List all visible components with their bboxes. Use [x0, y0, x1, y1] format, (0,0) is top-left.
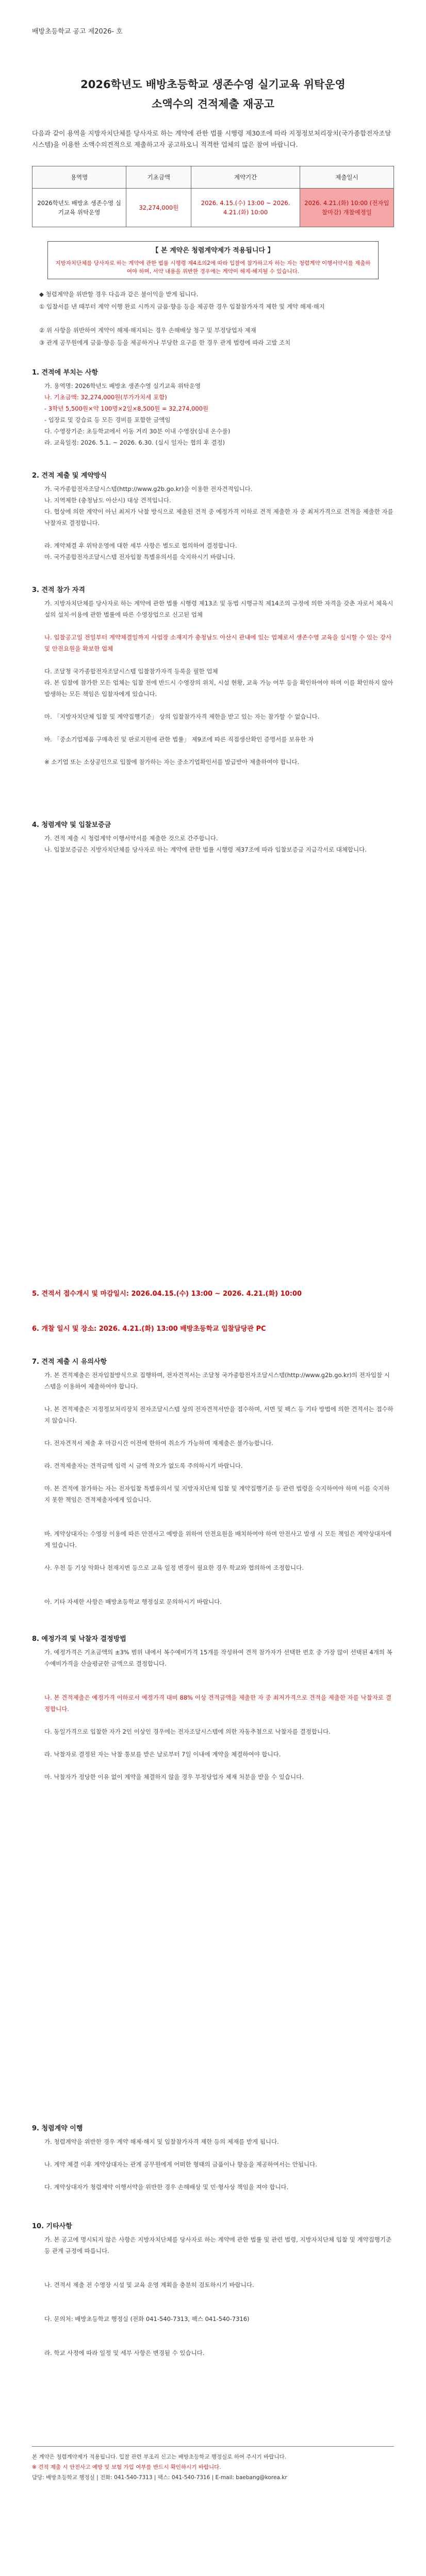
summary-header-period: 계약기간 [191, 166, 300, 189]
summary-name: 2026학년도 배방초 생존수영 실기교육 위탁운영 [32, 189, 126, 227]
section-item: 마. 낙찰자가 정당한 이유 없이 계약을 체결하지 않을 경우 부정당업자 제재 처분을 받을 수 있습니다. [44, 1773, 304, 1781]
document-number: 배방초등학교 공고 제2026- 호 [32, 28, 123, 36]
section-item: 사. 우천 등 기상 악화나 천재지변 등으로 교육 일정 변경이 필요한 경우 학교와 협의하여 조정합니다. [44, 1564, 304, 1571]
summary-period: 2026. 4.15.(수) 13:00 ~ 2026. 4.21.(화) 10:00 [191, 189, 300, 227]
section-item: 마. 「지방자치단체 입찰 및 계약집행기준」 상의 입찰참가자격 제한을 받고 있는 자는 참가할 수 없습니다. [44, 713, 320, 720]
summary-header-row [32, 166, 394, 189]
section-item: ※ 소기업 또는 소상공인으로 입찰에 참가하는 자는 중소기업확인서를 발급받아 제출하여야 합니다. [44, 758, 300, 766]
section-item: 바. 계약상대자는 수영장 이용에 따른 안전사고 예방을 위하여 안전요원을 배치하여야 하며 안전사고 발생 시 모든 책임은 계약상대자에게 있습니다. [44, 1530, 392, 1549]
section-title-opening: 6. 개찰 일시 및 장소: 2026. 4.21.(화) 13:00 배방초등학교 입찰담당관 PC [32, 1325, 266, 1333]
footnote-block [32, 2446, 394, 2483]
section-item: 나. 본 견적제출은 지정정보처리장치 전자조달시스템 상의 전자견적서만을 접수하며, 서면 및 팩스 등 기타 방법에 의한 견적서는 접수하지 않습니다. [44, 1405, 394, 1424]
summary-table [32, 166, 394, 227]
section-item: 라. 계약체결 후 위탁운영에 대한 세부 사항은 별도로 협의하여 결정합니다. [44, 542, 237, 549]
section-item: 가. 청렴계약을 위반한 경우 계약 해제·해지 및 입찰참가자격 제한 등의 제재를 받게 됩니다. [44, 2138, 279, 2145]
summary-row [32, 189, 394, 227]
section-item: 마. 국가종합전자조달시스템 전자입찰 특별유의서를 숙지하시기 바랍니다. [44, 553, 235, 561]
section-item: 가. 견적 제출 시 청렴계약 이행서약서를 제출한 것으로 간주합니다. [44, 835, 218, 842]
section-item: 라. 견적제출자는 견적금액 입력 시 금액 착오가 없도록 주의하시기 바랍니다. [44, 1462, 243, 1469]
integrity-bullet: ② 위 사항을 위반하여 계약이 해제·해지되는 경우 손해배상 청구 및 부정당업자 제재 [39, 327, 256, 334]
integrity-bullet: ◆ 청렴계약을 위반할 경우 다음과 같은 불이익을 받게 됩니다. [39, 291, 199, 298]
section-item: 라. 학교 사정에 따라 일정 및 세부 사항은 변경될 수 있습니다. [44, 2349, 205, 2357]
section-item: 다. 전자견적서 제출 후 마감시간 이전에 한하여 취소가 가능하며 재제출은 불가능합니다. [44, 1439, 273, 1447]
summary-header-amount: 기초금액 [126, 166, 191, 189]
section-title: 2. 견적 제출 및 계약방식 [32, 472, 107, 480]
footnote-line: 담당: 배방초등학교 행정실 | 전화: 041-540-7313 | 팩스: 041-540-7316 | E-mail: baebang@korea.kr [32, 2475, 287, 2481]
section-item: 나. 견적서 제출 전 수영장 시설 및 교육 운영 계획을 충분히 검토하시기 바랍니다. [44, 2281, 254, 2289]
section-title: 3. 견적 참가 자격 [32, 586, 85, 594]
section-item: 가. 예정가격은 기초금액의 ±3% 범위 내에서 복수예비가격 15개를 작성하여 견적 참가자가 선택한 번호 중 가장 많이 선택된 4개의 복수예비가격을 산술평균한 금액으로 결정합니다. [44, 1649, 392, 1667]
section-title: 7. 견적 제출 시 유의사항 [32, 1358, 107, 1366]
section-item: 라. 본 입찰에 참가한 모든 업체는 입찰 전에 반드시 수영장의 위치, 시설 현황, 교육 가능 여부 등을 확인하여야 하며 이를 확인하지 않아 발생하는 모든 책임은 입찰자에게 있습니다. [44, 679, 394, 698]
integrity-notice-body: 지방자치단체를 당사자로 하는 계약에 관한 법률 시행령 제4조의2에 따라 입찰에 참가하고자 하는 자는 청렴계약 이행서약서를 제출하여야 하며, 서약 내용을 위반한 경우에는 계약이 해제·해지될 수 있습니다. [55, 260, 371, 275]
section-item: 다. 계약상대자가 청렴계약 이행서약을 위반한 경우 손해배상 및 민·형사상 책임을 져야 합니다. [44, 2183, 289, 2191]
section-item: 나. 입찰공고일 전일부터 계약체결일까지 사업장 소재지가 충청남도 아산시 관내에 있는 업체로서 생존수영 교육을 실시할 수 있는 강사 및 안전요원을 확보한 업체 [44, 634, 392, 652]
section-item: 가. 용역명: 2026학년도 배방초 생존수영 실기교육 위탁운영 [44, 382, 201, 389]
section-item: 나. 지역제한 (충청남도 아산시) 대상 견적입니다. [44, 497, 171, 504]
summary-header-deadline: 제출일시 [300, 166, 394, 189]
section-item: 가. 국가종합전자조달시스템(http://www.g2b.go.kr)을 이용한 전자견적입니다. [44, 485, 253, 493]
section-item: 가. 지방자치단체를 당사자로 하는 계약에 관한 법률 시행령 제13조 및 동법 시행규칙 제14조의 규정에 의한 자격을 갖춘 자로서 체육시설의 설치·이용에 관한 법률에 따른 수영장업으로 신고된 업체 [44, 600, 394, 618]
summary-base-amount: 32,274,000원 [126, 189, 191, 227]
section-item: 다. 동일가격으로 입찰한 자가 2인 이상인 경우에는 전자조달시스템에 의한 자동추첨으로 낙찰자를 결정합니다. [44, 1728, 331, 1735]
summary-deadline: 2026. 4.21.(화) 10:00 (전자입찰마감) 개찰예정일 [300, 189, 394, 227]
section-item: 마. 본 견적에 참가하는 자는 전자입찰 특별유의서 및 지방자치단체 입찰 및 계약집행기준 등 관련 법령을 숙지하여야 하며 이를 숙지하지 못한 책임은 견적제출자에게 있습니다. [44, 1485, 390, 1503]
integrity-notice-heading: 【 본 계약은 청렴계약제가 적용됩니다 】 [152, 247, 274, 255]
section-item: 나. 계약 체결 이후 계약상대자는 관계 공무원에게 어떠한 형태의 금품이나 향응을 제공하여서는 안됩니다. [44, 2161, 317, 2168]
section-item: 다. 협상에 의한 계약이 아닌 최저가 낙찰 방식으로 제출된 견적 중 예정가격 이하로 견적 제출한 자 중 최저가격으로 견적을 제출한 자를 낙찰자로 결정합니다. [44, 508, 394, 527]
intro-paragraph: 다음과 같이 용역을 지방자치단체를 당사자로 하는 계약에 관한 법률 시행령 제30조에 따라 지정정보처리장치(국가종합전자조달시스템)을 이용한 소액수의견적으로 제출하고자 공고하오니 적격한 업체의 많은 참여 바랍니다. [32, 129, 391, 148]
section-item: 가. 본 공고에 명시되지 않은 사항은 지방자치단체를 당사자로 하는 계약에 관한 법률 및 관련 법령, 지방자치단체 입찰 및 계약집행기준 등 관계 규정에 따릅니다. [44, 2236, 391, 2255]
section-title: 8. 예정가격 및 낙찰자 결정방법 [32, 1635, 126, 1643]
footnote-line: ※ 견적 제출 시 안전사고 예방 및 보험 가입 여부를 반드시 확인하시기 바랍니다. [32, 2464, 221, 2470]
section-item: - 3학년 5,500원×약 100명×2일×8,500원 = 32,274,000원 [44, 405, 209, 412]
section-item: 다. 조달청 국가종합전자조달시스템 입찰참가자격 등록을 필한 업체 [44, 668, 218, 675]
section-title: 10. 기타사항 [32, 2223, 72, 2230]
section-item: 라. 낙찰자로 결정된 자는 낙찰 통보를 받은 날로부터 7일 이내에 계약을 체결하여야 합니다. [44, 1751, 281, 1758]
integrity-bullet: ③ 관계 공무원에게 금품·향응 등을 제공하거나 부당한 요구를 한 경우 관계 법령에 따라 고발 조치 [39, 339, 291, 346]
section-title-submission: 5. 견적서 접수개시 및 마감일시: 2026.04.15.(수) 13:00 ~ 2026. 4.21.(화) 10:00 [32, 1290, 302, 1298]
section-title: 1. 견적에 부치는 사항 [32, 369, 99, 377]
integrity-notice-box [47, 241, 379, 279]
section-item: 나. 기초금액: 32,274,000원(부가가치세 포함) [44, 394, 167, 401]
section-item: 라. 교육일정: 2026. 5.1. ~ 2026. 6.30. (실시 일자는 협의 후 결정) [44, 439, 225, 446]
section-item: 다. 수영장기준: 초등학교에서 이동 거리 30분 이내 수영장(실내 온수풀) [44, 428, 231, 435]
title-line1: 2026학년도 배방초등학교 생존수영 실기교육 위탁운영 [80, 78, 346, 91]
summary-header-name: 용역명 [32, 166, 126, 189]
section-item: 아. 기타 자세한 사항은 배방초등학교 행정실로 문의하시기 바랍니다. [44, 1598, 222, 1605]
section-title: 4. 청렴계약 및 입찰보증금 [32, 821, 111, 829]
integrity-bullet: ① 입찰서를 낸 때부터 계약 이행 완료 시까지 금품·향응 등을 제공한 경우 입찰참가자격 제한 및 계약 해제·해지 [39, 303, 325, 310]
section-item: 나. 본 견적제출은 예정가격 이하로서 예정가격 대비 88% 이상 견적금액을 제출한 자 중 최저가격으로 견적을 제출한 자를 낙찰자로 결정합니다. [44, 1694, 391, 1713]
title-line2: 소액수의 견적제출 재공고 [152, 98, 274, 110]
section-item: 나. 입찰보증금은 지방자치단체를 당사자로 하는 계약에 관한 법률 시행령 제37조에 따라 입찰보증금 지급각서로 대체합니다. [44, 846, 367, 853]
section-item: 다. 문의처: 배방초등학교 행정실 (전화 041-540-7313, 팩스 041-540-7316) [44, 2315, 250, 2323]
section-item: 바. 「중소기업제품 구매촉진 및 판로지원에 관한 법률」 제9조에 따른 직접생산확인 증명서를 보유한 자 [44, 736, 314, 743]
footnote-line: 본 계약은 청렴계약제가 적용됩니다. 입찰 관련 부조리 신고는 배방초등학교 행정실로 하여 주시기 바랍니다. [32, 2454, 287, 2460]
section-item: 가. 본 견적제출은 전자입찰방식으로 집행하며, 전자견적서는 조달청 국가종합전자조달시스템(http://www.g2b.go.kr)의 전자입찰 시스템을 이용하여 제출하여야 합니다. [44, 1371, 390, 1390]
section-title: 9. 청렴계약 이행 [32, 2125, 83, 2132]
section-item: - 입장료 및 강습료 등 모든 경비를 포함한 금액임 [44, 416, 171, 423]
